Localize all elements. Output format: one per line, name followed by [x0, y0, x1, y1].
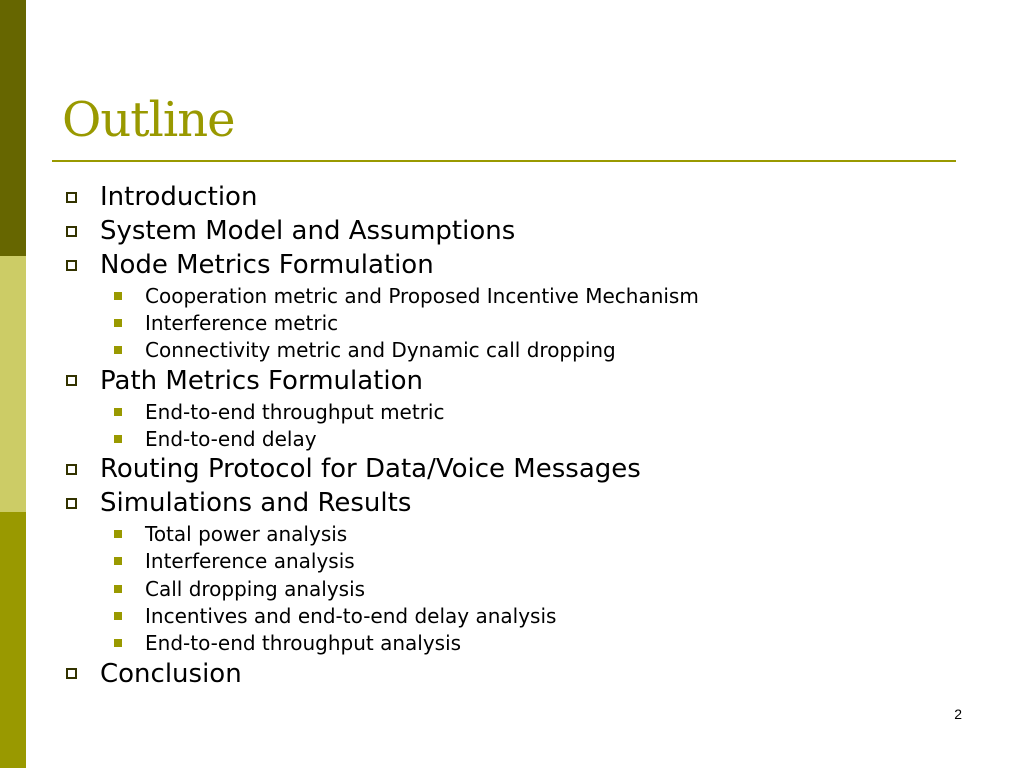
filled-square-bullet-icon	[114, 585, 122, 593]
outline-subitem-label: End-to-end delay	[145, 426, 317, 451]
outline-item	[62, 452, 962, 486]
hollow-square-bullet-icon	[66, 226, 77, 237]
outline-item	[62, 214, 962, 248]
filled-square-bullet-icon	[114, 319, 122, 327]
filled-square-bullet-icon	[114, 639, 122, 647]
outline-subitem-label: Interference analysis	[145, 549, 355, 574]
outline-subitem	[62, 602, 962, 629]
filled-square-bullet-icon	[114, 435, 122, 443]
outline-subitem-label: End-to-end throughput metric	[145, 399, 445, 424]
outline-item	[62, 364, 962, 398]
hollow-square-bullet-icon	[66, 498, 77, 509]
filled-square-bullet-icon	[114, 292, 122, 300]
outline-subitem-label: End-to-end throughput analysis	[145, 631, 462, 656]
hollow-square-bullet-icon	[66, 375, 77, 386]
filled-square-bullet-icon	[114, 530, 122, 538]
side-bar-dark-segment	[0, 0, 26, 256]
outline-subitem	[62, 520, 962, 547]
hollow-square-bullet-icon	[66, 192, 77, 203]
outline-subitem	[62, 575, 962, 602]
hollow-square-bullet-icon	[66, 260, 77, 271]
filled-square-bullet-icon	[114, 346, 122, 354]
outline-list	[62, 180, 962, 691]
outline-item	[62, 657, 962, 691]
outline-subitem-label: Call dropping analysis	[145, 576, 366, 601]
outline-subitem	[62, 309, 962, 336]
outline-subitem	[62, 398, 962, 425]
outline-subitem	[62, 630, 962, 657]
outline-item-label: Introduction	[100, 182, 258, 212]
outline-item-label: Conclusion	[100, 658, 242, 689]
side-bar-decoration	[0, 0, 26, 768]
outline-subitem	[62, 282, 962, 309]
page-number: 2	[954, 706, 962, 722]
filled-square-bullet-icon	[114, 612, 122, 620]
filled-square-bullet-icon	[114, 408, 122, 416]
outline-subitem-label: Interference metric	[145, 310, 339, 335]
filled-square-bullet-icon	[114, 557, 122, 565]
outline-subitem	[62, 337, 962, 364]
hollow-square-bullet-icon	[66, 668, 77, 679]
outline-subitem	[62, 425, 962, 452]
hollow-square-bullet-icon	[66, 464, 77, 475]
outline-item	[62, 486, 962, 520]
side-bar-mid-segment	[0, 512, 26, 768]
outline-item	[62, 248, 962, 282]
title-underline	[52, 160, 956, 162]
outline-subitem-label: Connectivity metric and Dynamic call dropping	[145, 338, 616, 363]
outline-subitem	[62, 548, 962, 575]
side-bar-light-segment	[0, 256, 26, 512]
outline-subitem-label: Total power analysis	[145, 522, 348, 547]
outline-item-label: Simulations and Results	[100, 488, 412, 519]
slide-title: Outline	[62, 92, 235, 148]
outline-item-label: Routing Protocol for Data/Voice Messages	[100, 454, 641, 485]
outline-subitem-label: Cooperation metric and Proposed Incentive Mechanism	[145, 283, 699, 308]
outline-item-label: Node Metrics Formulation	[100, 250, 434, 280]
outline-item-label: Path Metrics Formulation	[100, 365, 423, 396]
outline-item-label: System Model and Assumptions	[100, 216, 516, 246]
outline-item	[62, 180, 962, 214]
outline-subitem-label: Incentives and end-to-end delay analysis	[145, 604, 557, 629]
